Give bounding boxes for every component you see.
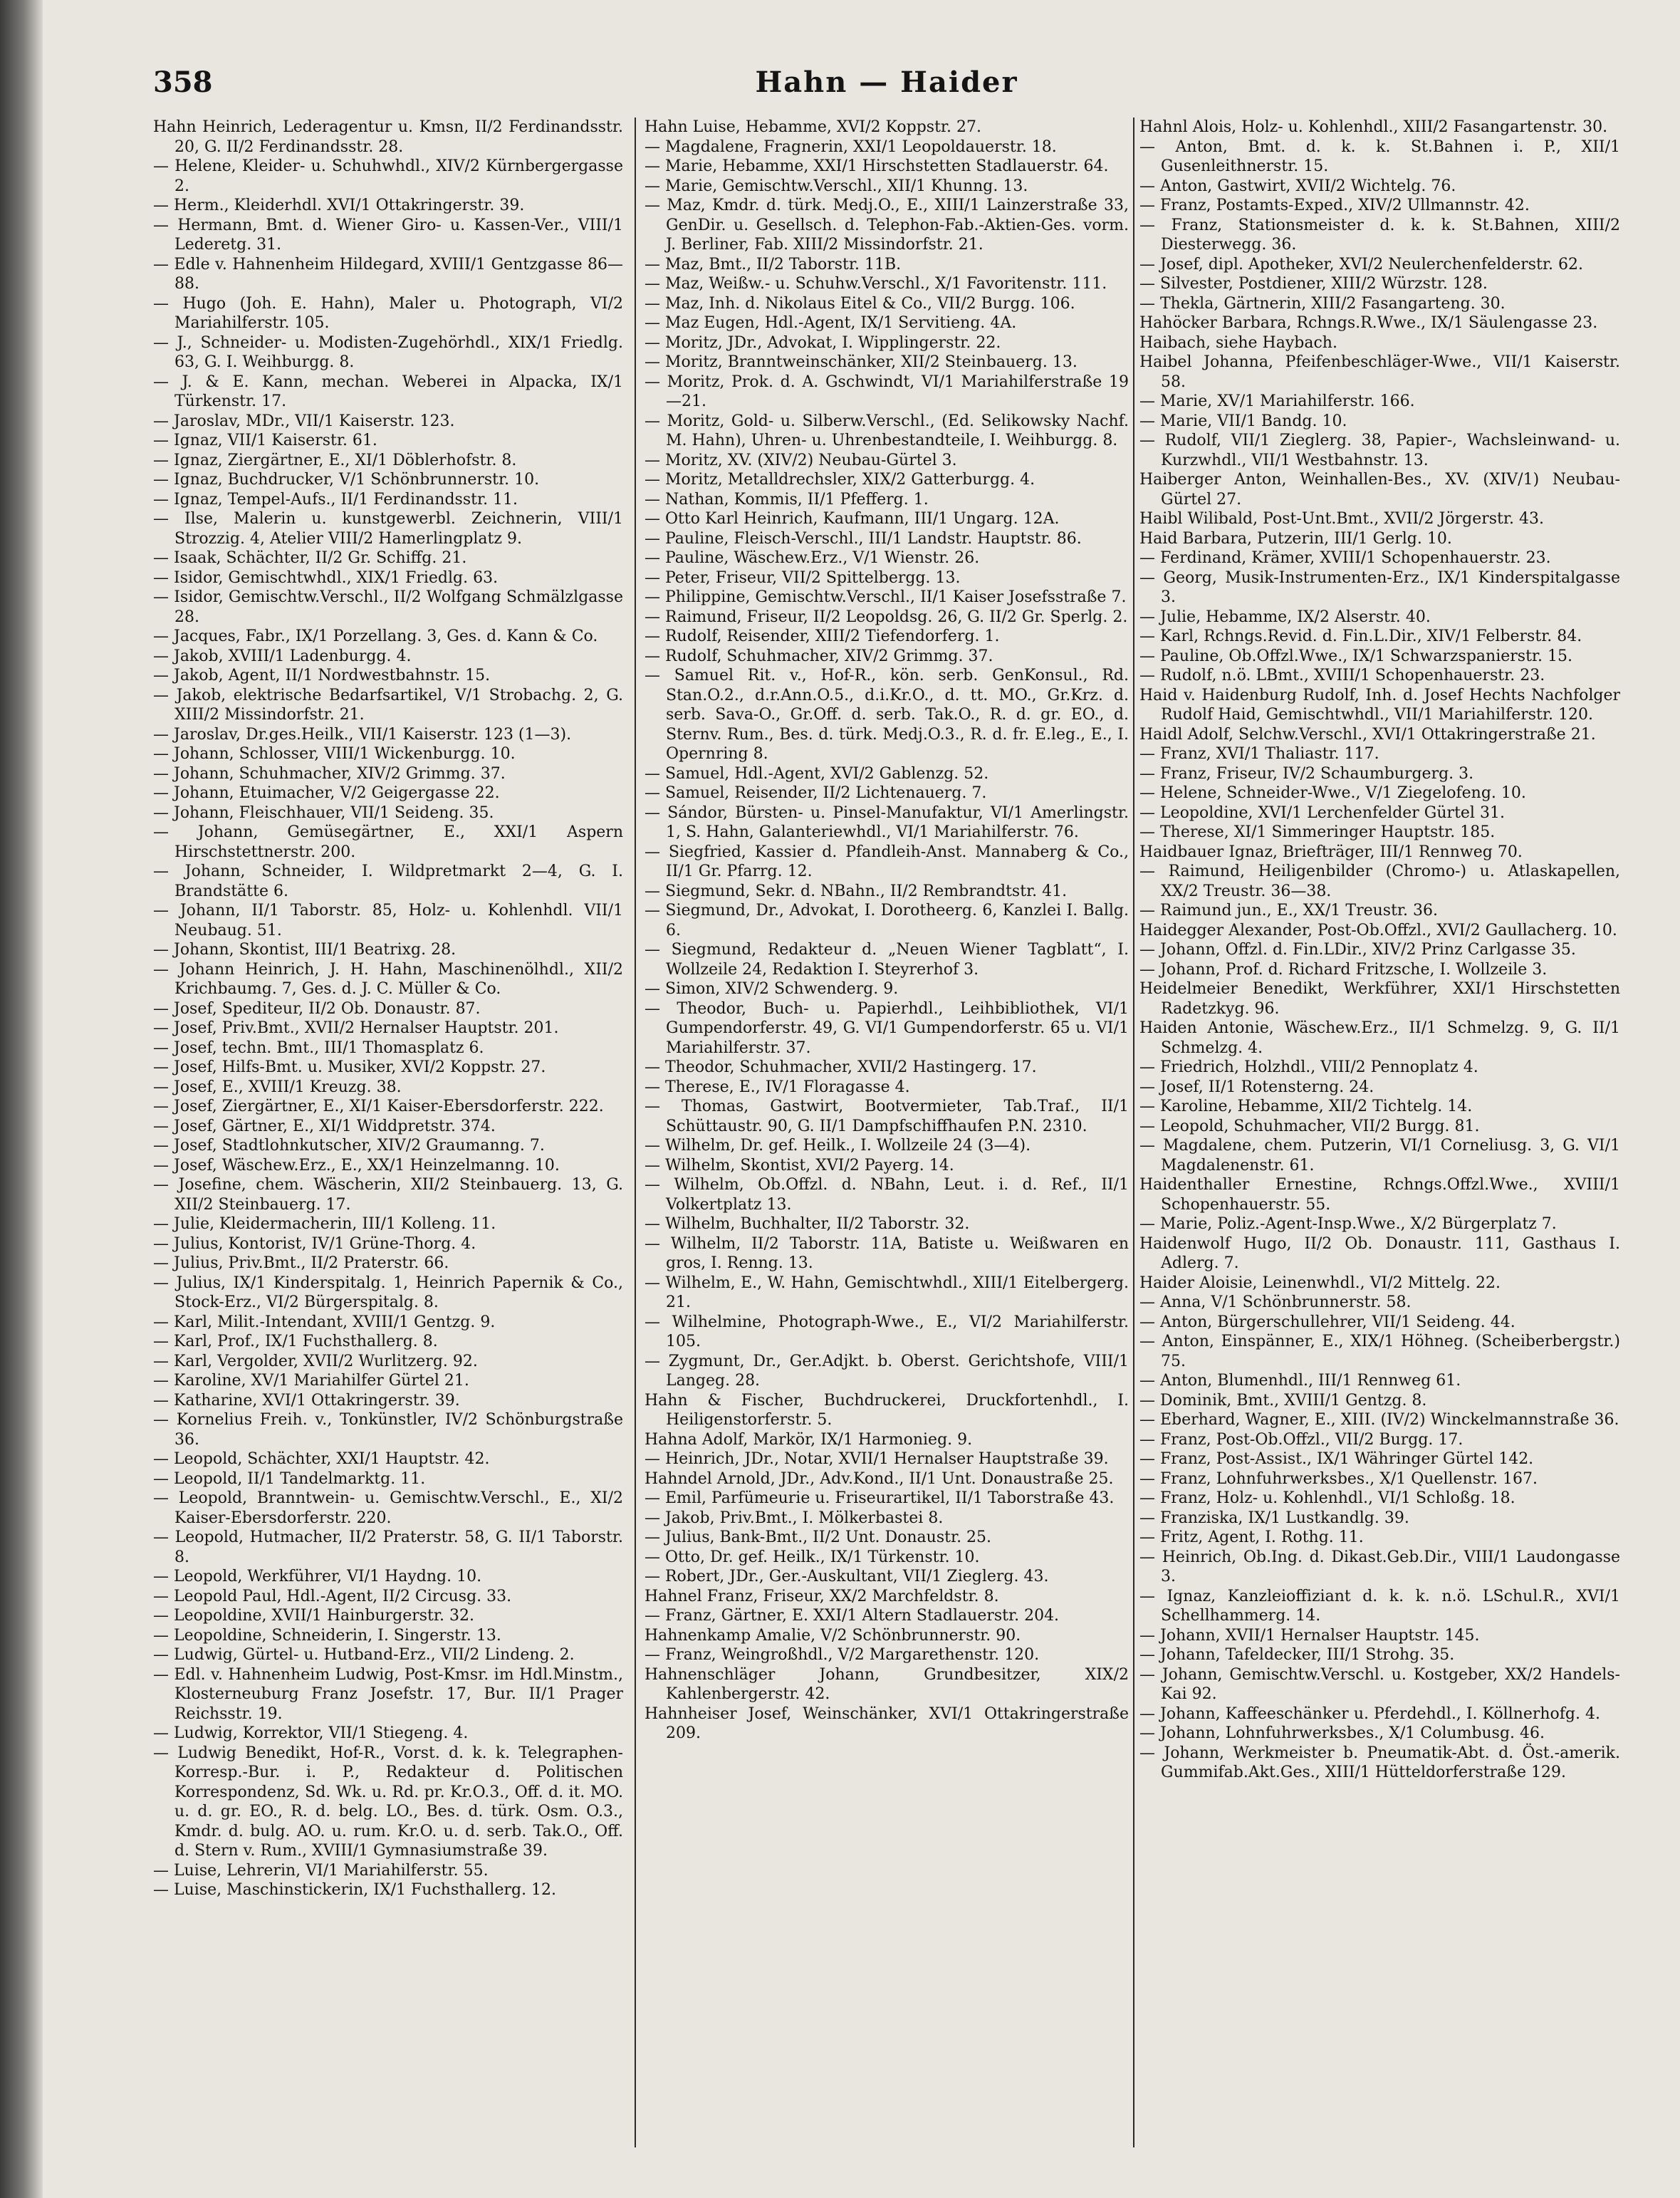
directory-entry: Hahndel Arnold, JDr., Adv.Kond., II/1 Unt. Donaustraße 25. [645, 1469, 1114, 1488]
directory-entry: — Simon, XIV/2 Schwenderg. 9. [645, 980, 899, 998]
directory-entry: — Moritz, JDr., Advokat, I. Wipplingerstr. 22. [645, 333, 1001, 352]
directory-entry: — Josef, Gärtner, E., XI/1 Widdpretstr. 374. [153, 1117, 496, 1135]
directory-entry: — Karoline, XV/1 Mariahilfer Gürtel 21. [153, 1372, 469, 1390]
column-3 [1139, 118, 1620, 2162]
directory-entry: — Franziska, IX/1 Lustkandlg. 39. [1139, 1509, 1409, 1527]
directory-entry: — Ignaz, Ziergärtner, E., XI/1 Döblerhofstr. 8. [153, 451, 517, 469]
directory-entry: — Josef, Ziergärtner, E., XI/1 Kaiser-Ebersdorferstr. 222. [153, 1098, 604, 1115]
directory-entry: — Josef, Hilfs-Bmt. u. Musiker, XVI/2 Koppstr. 27. [153, 1058, 546, 1076]
directory-entry: — Johann, Prof. d. Richard Fritzsche, I. Wollzeile 3. [1139, 960, 1548, 979]
directory-entry: — J. & E. Kann, mechan. Weberei in Alpacka, IX/1 Türkenstr. 17. [153, 373, 623, 410]
directory-entry: — Moritz, Prok. d. A. Gschwindt, VI/1 Mariahilferstraße 19—21. [645, 373, 1129, 410]
directory-entry: — Johann, Skontist, III/1 Beatrixg. 28. [153, 941, 456, 959]
directory-entry: — Johann, Schneider, I. Wildpretmarkt 2—4, G. I. Brandstätte 6. [153, 863, 623, 900]
directory-entry: Haidl Adolf, Selchw.Verschl., XVI/1 Ottakringerstraße 21. [1139, 725, 1596, 744]
column-2 [645, 118, 1129, 2162]
directory-entry: — Wilhelm, Buchhalter, II/2 Taborstr. 32. [645, 1215, 970, 1233]
directory-entry: — Siegmund, Redakteur d. „Neuen Wiener Tagblatt“, I. Wollzeile 24, Redaktion I. Steyrerhof 3. [645, 941, 1129, 979]
book-gutter-shadow [0, 0, 43, 2198]
directory-entry: — Philippine, Gemischtw.Verschl., II/1 Kaiser Josefsstraße 7. [645, 588, 1127, 606]
directory-entry: — Leopoldine, Schneiderin, I. Singerstr. 13. [153, 1626, 501, 1645]
running-head: Hahn — Haider [755, 66, 1018, 99]
directory-entry: — Josef, dipl. Apotheker, XVI/2 Neulerchenfelderstr. 62. [1139, 255, 1583, 274]
directory-entry: — Johann, Gemüsegärtner, E., XXI/1 Aspern Hirschstettnerstr. 200. [153, 823, 623, 861]
column-divider [635, 118, 636, 2147]
directory-entry: — Johann, Kaffeeschänker u. Pferdehdl., I. Köllnerhofg. 4. [1139, 1704, 1600, 1723]
column-divider [1133, 118, 1134, 2147]
directory-entry: — Franz, Post-Assist., IX/1 Währinger Gürtel 142. [1139, 1450, 1534, 1468]
directory-entry: — Franz, Friseur, IV/2 Schaumburgerg. 3. [1139, 764, 1474, 783]
directory-entry: Haibach, siehe Haybach. [1139, 333, 1337, 352]
directory-entry: — Hugo (Joh. E. Hahn), Maler u. Photograph, VI/2 Mariahilferstr. 105. [153, 294, 623, 332]
directory-entry: — Josef, techn. Bmt., III/1 Thomasplatz 6. [153, 1038, 484, 1057]
directory-entry: — Johann, Schuhmacher, XIV/2 Grimmg. 37. [153, 764, 506, 783]
directory-entry: — Moritz, Branntweinschänker, XII/2 Steinbauerg. 13. [645, 353, 1078, 371]
directory-entry: — Johann, Fleischhauer, VII/1 Seideng. 35. [153, 803, 494, 822]
directory-entry: — Magdalene, Fragnerin, XXI/1 Leopoldauerstr. 18. [645, 137, 1057, 156]
directory-entry: — Leopold, Hutmacher, II/2 Praterstr. 58, G. II/1 Taborstr. 8. [153, 1528, 623, 1566]
directory-entry: — Hermann, Bmt. d. Wiener Giro- u. Kassen-Ver., VIII/1 Lederetg. 31. [153, 216, 623, 254]
directory-entry: — Jaroslav, MDr., VII/1 Kaiserstr. 123. [153, 412, 455, 430]
directory-entry: — Josef, Priv.Bmt., XVII/2 Hernalser Hauptstr. 201. [153, 1019, 559, 1037]
directory-entry: — Thomas, Gastwirt, Bootvermieter, Tab.Traf., II/1 Schüttaustr. 90, G. II/1 Dampfschiffhaufen P.N. 2310. [645, 1098, 1129, 1135]
directory-entry: — Wilhelmine, Photograph-Wwe., E., VI/2 Mariahilferstr. 105. [645, 1313, 1129, 1350]
directory-entry: — Jakob, elektrische Bedarfsartikel, V/1 Strobachg. 2, G. XIII/2 Missindorfstr. 21. [153, 686, 623, 724]
directory-entry: — Peter, Friseur, VII/2 Spittelbergg. 13. [645, 568, 961, 587]
directory-entry: Haiden Antonie, Wäschew.Erz., II/1 Schmelzg. 9, G. II/1 Schmelzg. 4. [1139, 1019, 1620, 1057]
directory-entry: — Franz, Weingroßhdl., V/2 Margarethenstr. 120. [645, 1646, 1040, 1664]
directory-entry: Haidegger Alexander, Post-Ob.Offzl., XVI/2 Gaullacherg. 10. [1139, 921, 1617, 939]
directory-entry: — Helene, Schneider-Wwe., V/1 Ziegelofeng. 10. [1139, 784, 1526, 802]
directory-entry: — Franz, Post-Ob.Offzl., VII/2 Burgg. 17. [1139, 1430, 1464, 1449]
directory-entry: — Pauline, Fleisch-Verschl., III/1 Landstr. Hauptstr. 86. [645, 529, 1082, 548]
directory-entry: — Karl, Prof., IX/1 Fuchsthallerg. 8. [153, 1333, 438, 1350]
directory-entry: — Johann, Gemischtw.Verschl. u. Kostgeber, XX/2 Handels-Kai 92. [1139, 1665, 1620, 1703]
directory-entry: — Therese, E., IV/1 Floragasse 4. [645, 1078, 910, 1096]
directory-entry: — Julius, Bank-Bmt., II/2 Unt. Donaustr. 25. [645, 1528, 992, 1546]
directory-entry: Haidenthaller Ernestine, Rchngs.Offzl.Wwe., XVIII/1 Schopenhauerstr. 55. [1139, 1176, 1620, 1214]
directory-entry: — Leopoldine, XVII/1 Hainburgerstr. 32. [153, 1607, 474, 1625]
directory-entry: — Julie, Kleidermacherin, III/1 Kolleng. 11. [153, 1215, 496, 1233]
directory-entry: — Helene, Kleider- u. Schuhwhdl., XIV/2 Kürnbergergasse 2. [153, 157, 623, 195]
directory-entry: — Eberhard, Wagner, E., XIII. (IV/2) Winckelmannstraße 36. [1139, 1411, 1619, 1429]
directory-entry: — Johann, II/1 Taborstr. 85, Holz- u. Kohlenhdl. VII/1 Neubaug. 51. [153, 902, 623, 939]
directory-entry: — Marie, XV/1 Mariahilferstr. 166. [1139, 392, 1415, 410]
directory-entry: Haibl Wilibald, Post-Unt.Bmt., XVII/2 Jörgerstr. 43. [1139, 510, 1544, 528]
directory-entry: Hahnenschläger Johann, Grundbesitzer, XIX/2 Kahlenbergerstr. 42. [645, 1665, 1129, 1703]
directory-entry: Hahnl Alois, Holz- u. Kohlenhdl., XIII/2 Fasangartenstr. 30. [1139, 118, 1608, 136]
directory-entry: — Ilse, Malerin u. kunstgewerbl. Zeichnerin, VIII/1 Strozzig. 4, Atelier VIII/2 Hamerlingplatz 9. [153, 510, 623, 548]
directory-entry: — Dominik, Bmt., XVIII/1 Gentzg. 8. [1139, 1391, 1427, 1410]
directory-entry: — Ignaz, VII/1 Kaiserstr. 61. [153, 432, 377, 449]
directory-entry: — Leopold Paul, Hdl.-Agent, II/2 Circusg. 33. [153, 1587, 512, 1605]
directory-entry: Hahnel Franz, Friseur, XX/2 Marchfeldstr. 8. [645, 1587, 999, 1605]
directory-entry: — Katharine, XVI/1 Ottakringerstr. 39. [153, 1391, 460, 1410]
directory-entry: — Heinrich, JDr., Notar, XVII/1 Hernalser Hauptstraße 39. [645, 1450, 1109, 1468]
directory-entry: — Rudolf, VII/1 Zieglerg. 38, Papier-, Wachsleinwand- u. Kurzwhdl., VII/1 Westbahnstr. 13. [1139, 432, 1620, 469]
directory-entry: — Moritz, XV. (XIV/2) Neubau-Gürtel 3. [645, 451, 957, 469]
directory-entry: — Anna, V/1 Schönbrunnerstr. 58. [1139, 1293, 1412, 1311]
directory-entry: Haider Aloisie, Leinenwhdl., VI/2 Mittelg. 22. [1139, 1274, 1501, 1292]
directory-entry: — Raimund, Heiligenbilder (Chromo-) u. Atlaskapellen, XX/2 Treustr. 36—38. [1139, 863, 1620, 900]
directory-entry: — Ludwig Benedikt, Hof-R., Vorst. d. k. k. Telegraphen-Korresp.-Bur. i. P., Redakteur d. Politischen Korrespondenz, Sd. Wk. u. Rd. pr. Kr.O.3., Off. d. it. MO. u. d. gr. EO., R. d. belg. LO., Bes. d. türk. Osm. O.3., Kmdr. d. bulg. AO. u. rum. Kr.O. u. d. serb. Tak.O., Off. d. Stern v. Rum., XVIII/1 Gymnasiumstraße 39. [153, 1744, 623, 1860]
directory-entry: — Magdalene, chem. Putzerin, VI/1 Corneliusg. 3, G. VI/1 Magdalenenstr. 61. [1139, 1137, 1620, 1174]
directory-entry: — Johann, Schlosser, VIII/1 Wickenburgg. 10. [153, 745, 516, 763]
directory-entry: — Leopoldine, XVI/1 Lerchenfelder Gürtel 31. [1139, 803, 1505, 822]
directory-entry: — Jacques, Fabr., IX/1 Porzellang. 3, Ges. d. Kann & Co. [153, 627, 598, 645]
directory-entry: Hahn Luise, Hebamme, XVI/2 Koppstr. 27. [645, 118, 981, 136]
directory-entry: — Leopold, Schuhmacher, VII/2 Burgg. 81. [1139, 1117, 1480, 1135]
directory-entry: — J., Schneider- u. Modisten-Zugehörhdl., XIX/1 Friedlg. 63, G. I. Weihburgg. 8. [153, 333, 623, 371]
directory-entry: — Franz, Holz- u. Kohlenhdl., VI/1 Schloßg. 18. [1139, 1489, 1515, 1507]
directory-entry: Hahna Adolf, Markör, IX/1 Harmonieg. 9. [645, 1430, 973, 1449]
directory-entry: — Karoline, Hebamme, XII/2 Tichtelg. 14. [1139, 1098, 1473, 1115]
directory-entry: — Maz, Kmdr. d. türk. Medj.O., E., XIII/1 Lainzerstraße 33, GenDir. u. Gesellsch. d. Telephon-Fab.-Aktien-Ges. vorm. J. Berliner, Fab. XIII/2 Missindorfstr. 21. [645, 197, 1129, 254]
directory-entry: — Julie, Hebamme, IX/2 Alserstr. 40. [1139, 608, 1431, 626]
directory-entry: — Samuel, Hdl.-Agent, XVI/2 Gablenzg. 52. [645, 764, 989, 783]
page-number: 358 [153, 66, 213, 99]
directory-entry: — Anton, Bürgerschullehrer, VII/1 Seideng. 44. [1139, 1313, 1515, 1331]
directory-entry: — Otto, Dr. gef. Heilk., IX/1 Türkenstr. 10. [645, 1548, 980, 1566]
directory-entry: — Marie, Poliz.-Agent-Insp.Wwe., X/2 Bürgerplatz 7. [1139, 1215, 1557, 1233]
directory-entry: — Maz, Bmt., II/2 Taborstr. 11B. [645, 255, 902, 274]
directory-entry: — Marie, Hebamme, XXI/1 Hirschstetten Stadlauerstr. 64. [645, 157, 1109, 175]
directory-entry: — Josef, Wäschew.Erz., E., XX/1 Heinzelmanng. 10. [153, 1156, 560, 1174]
directory-entry: — Sándor, Bürsten- u. Pinsel-Manufaktur, VI/1 Amerlingstr. 1, S. Hahn, Galanteriewhdl., VI/1 Mariahilferstr. 76. [645, 803, 1129, 841]
directory-entry: — Zygmunt, Dr., Ger.Adjkt. b. Oberst. Gerichtshofe, VIII/1 Langeg. 28. [645, 1352, 1129, 1390]
directory-entry: — Isaak, Schächter, II/2 Gr. Schiffg. 21. [153, 549, 467, 567]
directory-entry: — Silvester, Postdiener, XIII/2 Würzstr. 128. [1139, 275, 1488, 293]
directory-entry: — Pauline, Ob.Offzl.Wwe., IX/1 Schwarzspanierstr. 15. [1139, 647, 1572, 665]
directory-entry: — Marie, Gemischtw.Verschl., XII/1 Khunng. 13. [645, 177, 1028, 195]
directory-entry: Haibel Johanna, Pfeifenbeschläger-Wwe., VII/1 Kaiserstr. 58. [1139, 353, 1620, 391]
directory-entry: — Wilhelm, Skontist, XVI/2 Payerg. 14. [645, 1156, 954, 1174]
directory-entry: — Franz, Stationsmeister d. k. k. St.Bahnen, XIII/2 Diesterwegg. 36. [1139, 216, 1620, 254]
directory-entry: — Jakob, Agent, II/1 Nordwestbahnstr. 15. [153, 667, 491, 684]
directory-entry: — Leopold, II/1 Tandelmarktg. 11. [153, 1469, 426, 1488]
directory-entry: — Heinrich, Ob.Ing. d. Dikast.Geb.Dir., VIII/1 Laudongasse 3. [1139, 1548, 1620, 1585]
column-1 [153, 118, 623, 2162]
directory-entry: — Emil, Parfümeurie u. Friseurartikel, II/1 Taborstraße 43. [645, 1489, 1115, 1507]
directory-entry: Hahnheiser Josef, Weinschänker, XVI/1 Ottakringerstraße 209. [645, 1704, 1129, 1742]
directory-entry: — Edle v. Hahnenheim Hildegard, XVIII/1 Gentzgasse 86—88. [153, 255, 623, 293]
directory-entry: — Josefine, chem. Wäscherin, XII/2 Steinbauerg. 13, G. XII/2 Steinbauerg. 17. [153, 1176, 623, 1214]
directory-entry: — Wilhelm, Dr. gef. Heilk., I. Wollzeile 24 (3—4). [645, 1137, 1031, 1155]
directory-entry: — Josef, II/1 Rotensterng. 24. [1139, 1078, 1374, 1096]
directory-entry: — Ignaz, Tempel-Aufs., II/1 Ferdinandsstr. 11. [153, 490, 518, 509]
directory-entry: — Nathan, Kommis, II/1 Pfefferg. 1. [645, 490, 929, 509]
directory-entry: — Franz, Gärtner, E. XXI/1 Altern Stadlauerstr. 204. [645, 1607, 1060, 1625]
directory-entry: — Maz Eugen, Hdl.-Agent, IX/1 Servitieng. 4A. [645, 314, 1017, 332]
page-header [153, 66, 1620, 108]
directory-entry: — Johann, Lohnfuhrwerksbes., X/1 Columbusg. 46. [1139, 1724, 1545, 1742]
directory-entry: — Robert, JDr., Ger.-Auskultant, VII/1 Zieglerg. 43. [645, 1568, 1049, 1585]
directory-entry: — Anton, Blumenhdl., III/1 Rennweg 61. [1139, 1372, 1461, 1390]
directory-entry: — Josef, Spediteur, II/2 Ob. Donaustr. 87. [153, 999, 481, 1018]
directory-entry: — Friedrich, Holzhdl., VIII/2 Pennoplatz 4. [1139, 1058, 1478, 1076]
directory-entry: — Rudolf, Schuhmacher, XIV/2 Grimmg. 37. [645, 647, 993, 665]
directory-entry: — Wilhelm, E., W. Hahn, Gemischtwhdl., XIII/1 Eitelbergerg. 21. [645, 1274, 1129, 1311]
directory-entry: — Siegmund, Sekr. d. NBahn., II/2 Rembrandtstr. 41. [645, 882, 1068, 900]
directory-entry: — Rudolf, n.ö. LBmt., XVIII/1 Schopenhauerstr. 23. [1139, 667, 1545, 684]
directory-entry: — Karl, Vergolder, XVII/2 Wurlitzerg. 92. [153, 1352, 478, 1370]
directory-entry: — Jaroslav, Dr.ges.Heilk., VII/1 Kaiserstr. 123 (1—3). [153, 725, 572, 744]
directory-entry: Haidbauer Ignaz, Briefträger, III/1 Rennweg 70. [1139, 843, 1523, 861]
directory-entry: — Ferdinand, Krämer, XVIII/1 Schopenhauerstr. 23. [1139, 549, 1551, 567]
directory-entry: — Julius, Kontorist, IV/1 Grüne-Thorg. 4. [153, 1234, 476, 1253]
directory-entry: — Georg, Musik-Instrumenten-Erz., IX/1 Kinderspitalgasse 3. [1139, 568, 1620, 606]
directory-entry: — Ignaz, Buchdrucker, V/1 Schönbrunnerstr. 10. [153, 471, 540, 489]
directory-entry: — Anton, Einspänner, E., XIX/1 Höhneg. (Scheiberbergstr.) 75. [1139, 1333, 1620, 1370]
directory-entry: — Thekla, Gärtnerin, XIII/2 Fasangarteng. 30. [1139, 294, 1506, 313]
directory-entry: Hahn & Fischer, Buchdruckerei, Druckfortenhdl., I. Heiligenstorferstr. 5. [645, 1391, 1129, 1429]
directory-entry: — Theodor, Schuhmacher, XVII/2 Hastingerg. 17. [645, 1058, 1037, 1076]
directory-entry: Hahn Heinrich, Lederagentur u. Kmsn, II/2 Ferdinandsstr. 20, G. II/2 Ferdinandsstr. 28. [153, 118, 623, 156]
directory-entry: — Moritz, Metalldrechsler, XIX/2 Gatterburgg. 4. [645, 471, 1035, 489]
directory-entry: — Johann, Werkmeister b. Pneumatik-Abt. d. Öst.-amerik. Gummifab.Akt.Ges., XIII/1 Hütteldorferstraße 129. [1139, 1744, 1620, 1781]
directory-entry: — Johann Heinrich, J. H. Hahn, Maschinenölhdl., XII/2 Krichbaumg. 7, Ges. d. J. C. Müller & Co. [153, 960, 623, 998]
directory-entry: Haiberger Anton, Weinhallen-Bes., XV. (XIV/1) Neubau-Gürtel 27. [1139, 471, 1620, 509]
directory-entry: — Julius, IX/1 Kinderspitalg. 1, Heinrich Papernik & Co., Stock-Erz., VI/2 Bürgerspitalg. 8. [153, 1274, 623, 1311]
directory-entry: — Jakob, Priv.Bmt., I. Mölkerbastei 8. [645, 1509, 944, 1527]
directory-entry: — Anton, Gastwirt, XVII/2 Wichtelg. 76. [1139, 177, 1456, 195]
directory-entry: — Karl, Milit.-Intendant, XVIII/1 Gentzg. 9. [153, 1313, 496, 1331]
directory-entry: — Franz, Postamts-Exped., XIV/2 Ullmannstr. 42. [1139, 197, 1530, 214]
directory-entry: — Ignaz, Kanzleioffiziant d. k. k. n.ö. LSchul.R., XVI/1 Schellhammerg. 14. [1139, 1587, 1620, 1625]
directory-entry: — Siegfried, Kassier d. Pfandleih-Anst. Mannaberg & Co., II/1 Gr. Pfarrg. 12. [645, 843, 1129, 880]
directory-entry: — Johann, XVII/1 Hernalser Hauptstr. 145. [1139, 1626, 1480, 1645]
directory-entry: — Rudolf, Reisender, XIII/2 Tiefendorferg. 1. [645, 627, 1000, 645]
directory-entry: — Julius, Priv.Bmt., II/2 Praterstr. 66. [153, 1254, 449, 1272]
directory-entry: — Franz, Lohnfuhrwerksbes., X/1 Quellenstr. 167. [1139, 1469, 1538, 1488]
directory-entry: — Isidor, Gemischtwhdl., XIX/1 Friedlg. 63. [153, 568, 499, 587]
directory-entry: — Kornelius Freih. v., Tonkünstler, IV/2 Schönburgstraße 36. [153, 1411, 623, 1449]
directory-entry: — Leopold, Schächter, XXI/1 Hauptstr. 42. [153, 1450, 490, 1468]
directory-entry: — Samuel, Reisender, II/2 Lichtenauerg. 7. [645, 784, 987, 802]
directory-entry: — Edl. v. Hahnenheim Ludwig, Post-Kmsr. im Hdl.Minstm., Klosterneuburg Franz Josefstr. 17, Bur. II/1 Prager Reichsstr. 19. [153, 1665, 623, 1723]
directory-entry: Hahnenkamp Amalie, V/2 Schönbrunnerstr. 90. [645, 1626, 1021, 1645]
directory-entry: — Maz, Inh. d. Nikolaus Eitel & Co., VII/2 Burgg. 106. [645, 294, 1075, 313]
directory-entry: — Raimund jun., E., XX/1 Treustr. 36. [1139, 902, 1438, 920]
directory-entry: — Ludwig, Gürtel- u. Hutband-Erz., VII/2 Lindeng. 2. [153, 1646, 575, 1664]
directory-entry: Hahöcker Barbara, Rchngs.R.Wwe., IX/1 Säulengasse 23. [1139, 314, 1598, 332]
directory-entry: — Moritz, Gold- u. Silberw.Verschl., (Ed. Selikowsky Nachf. M. Hahn), Uhren- u. Uhrenbestandteile, I. Weihburgg. 8. [645, 412, 1129, 449]
directory-entry: — Anton, Bmt. d. k. k. St.Bahnen i. P., XII/1 Gusenleithnerstr. 15. [1139, 137, 1620, 175]
directory-entry: — Maz, Weißw.- u. Schuhw.Verschl., X/1 Favoritenstr. 111. [645, 275, 1107, 293]
directory-entry: — Johann, Tafeldecker, III/1 Strohg. 35. [1139, 1646, 1455, 1664]
directory-entry: — Isidor, Gemischtw.Verschl., II/2 Wolfgang Schmälzlgasse 28. [153, 588, 623, 626]
directory-entry: — Samuel Rit. v., Hof-R., kön. serb. GenKonsul., Rd. Stan.O.2., d.r.Ann.O.5., d.i.Kr.O., d. tt. MO., Gr.Krz. d. serb. Sava-O., Gr.Off. d. serb. Tak.O., R. d. gr. EO., d. Sternv. Rum., Bes. d. türk. Medj.O.3., R. d. fr. E.leg., E., I. Opernring 8. [645, 667, 1129, 763]
directory-entry: — Josef, E., XVIII/1 Kreuzg. 38. [153, 1078, 402, 1096]
directory-entry: Haid Barbara, Putzerin, III/1 Gerlg. 10. [1139, 529, 1452, 548]
directory-entry: — Herm., Kleiderhdl. XVI/1 Ottakringerstr. 39. [153, 197, 525, 214]
directory-entry: — Leopold, Werkführer, VI/1 Haydng. 10. [153, 1568, 482, 1585]
directory-entry: — Otto Karl Heinrich, Kaufmann, III/1 Ungarg. 12A. [645, 510, 1060, 528]
directory-entry: — Marie, VII/1 Bandg. 10. [1139, 412, 1347, 430]
directory-entry: — Fritz, Agent, I. Rothg. 11. [1139, 1528, 1364, 1546]
directory-entry: — Josef, Stadtlohnkutscher, XIV/2 Graumanng. 7. [153, 1137, 545, 1155]
directory-entry: — Luise, Maschinstickerin, IX/1 Fuchsthallerg. 12. [153, 1881, 557, 1899]
directory-columns [153, 118, 1620, 2162]
directory-entry: — Siegmund, Dr., Advokat, I. Dorotheerg. 6, Kanzlei I. Ballg. 6. [645, 902, 1129, 939]
directory-entry: — Raimund, Friseur, II/2 Leopoldsg. 26, G. II/2 Gr. Sperlg. 2. [645, 608, 1128, 626]
directory-entry: — Wilhelm, II/2 Taborstr. 11A, Batiste u. Weißwaren en gros, I. Renng. 13. [645, 1234, 1129, 1272]
directory-entry: — Jakob, XVIII/1 Ladenburgg. 4. [153, 647, 412, 665]
directory-entry: — Johann, Offzl. d. Fin.LDir., XIV/2 Prinz Carlgasse 35. [1139, 941, 1576, 959]
directory-entry: — Luise, Lehrerin, VI/1 Mariahilferstr. 55. [153, 1861, 489, 1880]
directory-entry: — Karl, Rchngs.Revid. d. Fin.L.Dir., XIV/1 Felberstr. 84. [1139, 627, 1582, 645]
directory-entry: Haid v. Haidenburg Rudolf, Inh. d. Josef Hechts Nachfolger Rudolf Haid, Gemischtwhdl., VII/1 Mariahilferstr. 120. [1139, 686, 1620, 724]
directory-entry: — Leopold, Branntwein- u. Gemischtw.Verschl., E., XI/2 Kaiser-Ebersdorferstr. 220. [153, 1489, 623, 1527]
directory-entry: — Wilhelm, Ob.Offzl. d. NBahn, Leut. i. d. Ref., II/1 Volkertplatz 13. [645, 1176, 1129, 1214]
directory-entry: Haidenwolf Hugo, II/2 Ob. Donaustr. 111, Gasthaus I. Adlerg. 7. [1139, 1234, 1620, 1272]
directory-entry: — Ludwig, Korrektor, VII/1 Stiegeng. 4. [153, 1724, 469, 1742]
directory-entry: — Theodor, Buch- u. Papierhdl., Leihbibliothek, VI/1 Gumpendorferstr. 49, G. VI/1 Gumpendorferstr. 65 u. VI/1 Mariahilferstr. 37. [645, 999, 1129, 1057]
directory-entry: — Therese, XI/1 Simmeringer Hauptstr. 185. [1139, 823, 1496, 841]
directory-entry: — Pauline, Wäschew.Erz., V/1 Wienstr. 26. [645, 549, 980, 567]
directory-entry: — Franz, XVI/1 Thaliastr. 117. [1139, 745, 1379, 763]
directory-entry: Heidelmeier Benedikt, Werkführer, XXI/1 Hirschstetten Radetzkyg. 96. [1139, 980, 1620, 1018]
directory-entry: — Johann, Etuimacher, V/2 Geigergasse 22. [153, 784, 500, 802]
